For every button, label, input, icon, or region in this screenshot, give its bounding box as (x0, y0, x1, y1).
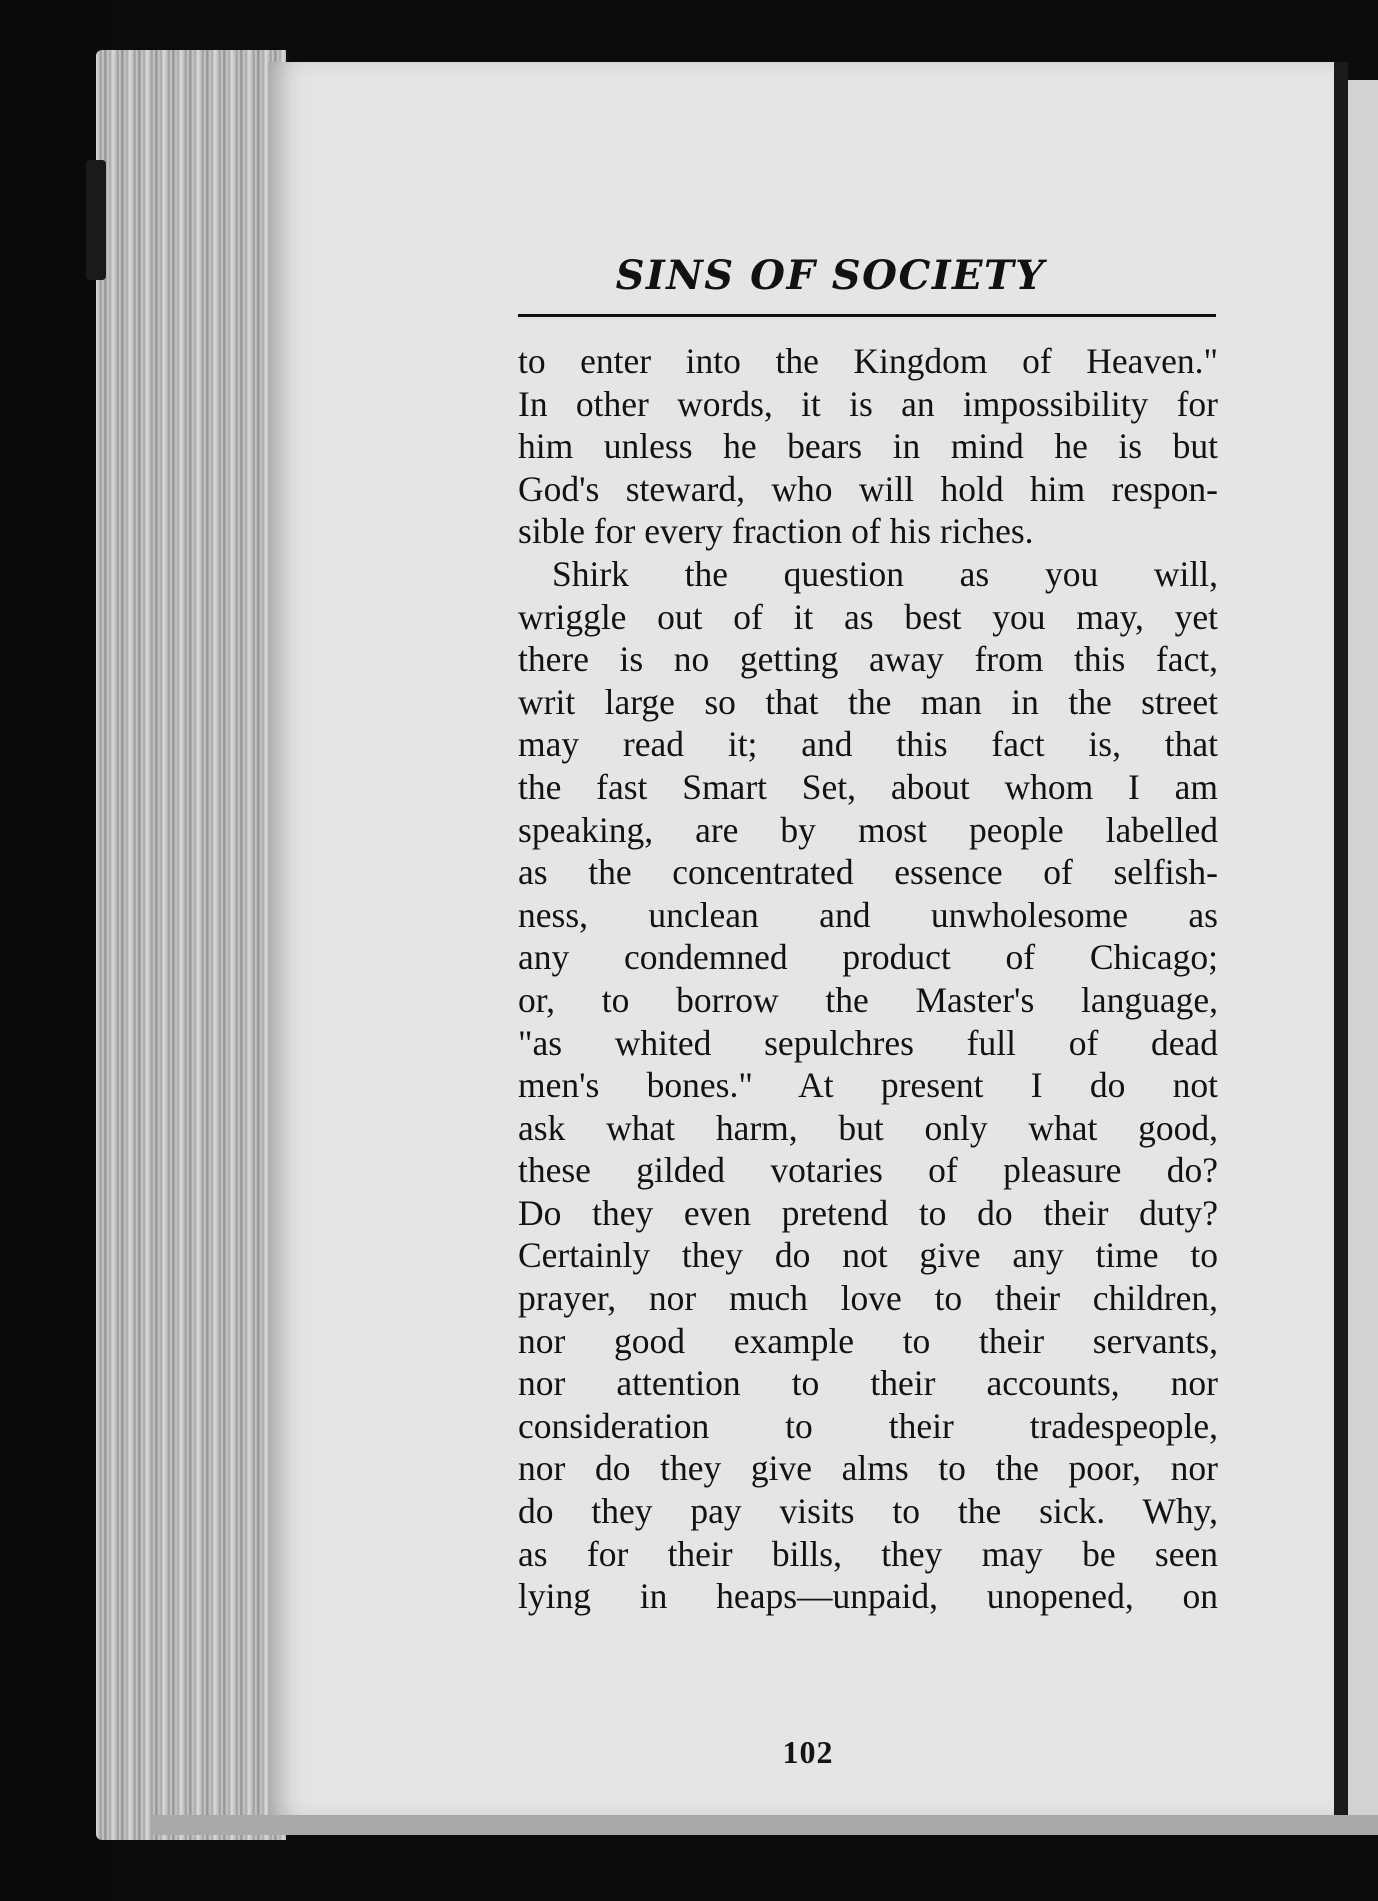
running-head: SINS OF SOCIETY (615, 252, 1046, 299)
text-line: sible for every fraction of his riches. (518, 511, 1034, 552)
body-text (518, 340, 1218, 1618)
text-line: these gilded votaries of pleasure do? (518, 1150, 1218, 1191)
text-line: God's steward, who will hold him respon- (518, 468, 1218, 509)
text-line: Certainly they do not give any time to (518, 1235, 1218, 1276)
text-line: ness, unclean and unwholesome as (518, 894, 1218, 935)
text-line: nor good example to their servants, (518, 1320, 1218, 1361)
text-line: Shirk the question as you will, (552, 553, 1218, 594)
text-line: do they pay visits to the sick. Why, (518, 1491, 1218, 1532)
text-line: prayer, nor much love to their children, (518, 1278, 1218, 1319)
text-line: lying in heaps—unpaid, unopened, on (518, 1576, 1218, 1617)
text-line: consideration to their tradespeople, (518, 1405, 1218, 1446)
text-line: there is no getting away from this fact, (518, 639, 1218, 680)
text-line: or, to borrow the Master's language, (518, 979, 1218, 1020)
page-right-edge (1334, 62, 1348, 1817)
scan-background (0, 0, 110, 1901)
header-rule (518, 314, 1216, 317)
text-line: speaking, are by most people labelled (518, 809, 1218, 850)
facing-page-edge (1348, 80, 1378, 1820)
text-line: the fast Smart Set, about whom I am (518, 766, 1218, 807)
text-line: nor attention to their accounts, nor (518, 1363, 1218, 1404)
page-edges (96, 50, 286, 1840)
page-number: 102 (782, 1734, 834, 1770)
text-line: as for their bills, they may be seen (518, 1533, 1218, 1574)
text-line: Do they even pretend to do their duty? (518, 1192, 1218, 1233)
text-line: nor do they give alms to the poor, nor (518, 1448, 1218, 1489)
text-line: writ large so that the man in the street (518, 681, 1218, 722)
text-line: In other words, it is an impossibility for (518, 383, 1218, 424)
text-line: "as whited sepulchres full of dead (518, 1022, 1218, 1063)
text-line: may read it; and this fact is, that (518, 724, 1218, 765)
book-page (268, 62, 1338, 1817)
text-line: men's bones." At present I do not (518, 1065, 1218, 1106)
text-line: any condemned product of Chicago; (518, 937, 1218, 978)
text-line: him unless he bears in mind he is but (518, 426, 1218, 467)
text-line: as the concentrated essence of selfish- (518, 852, 1218, 893)
text-line: ask what harm, but only what good, (518, 1107, 1218, 1148)
text-line: wriggle out of it as best you may, yet (518, 596, 1218, 637)
page-bottom-edge (150, 1815, 1378, 1835)
text-line: to enter into the Kingdom of Heaven." (518, 341, 1218, 381)
